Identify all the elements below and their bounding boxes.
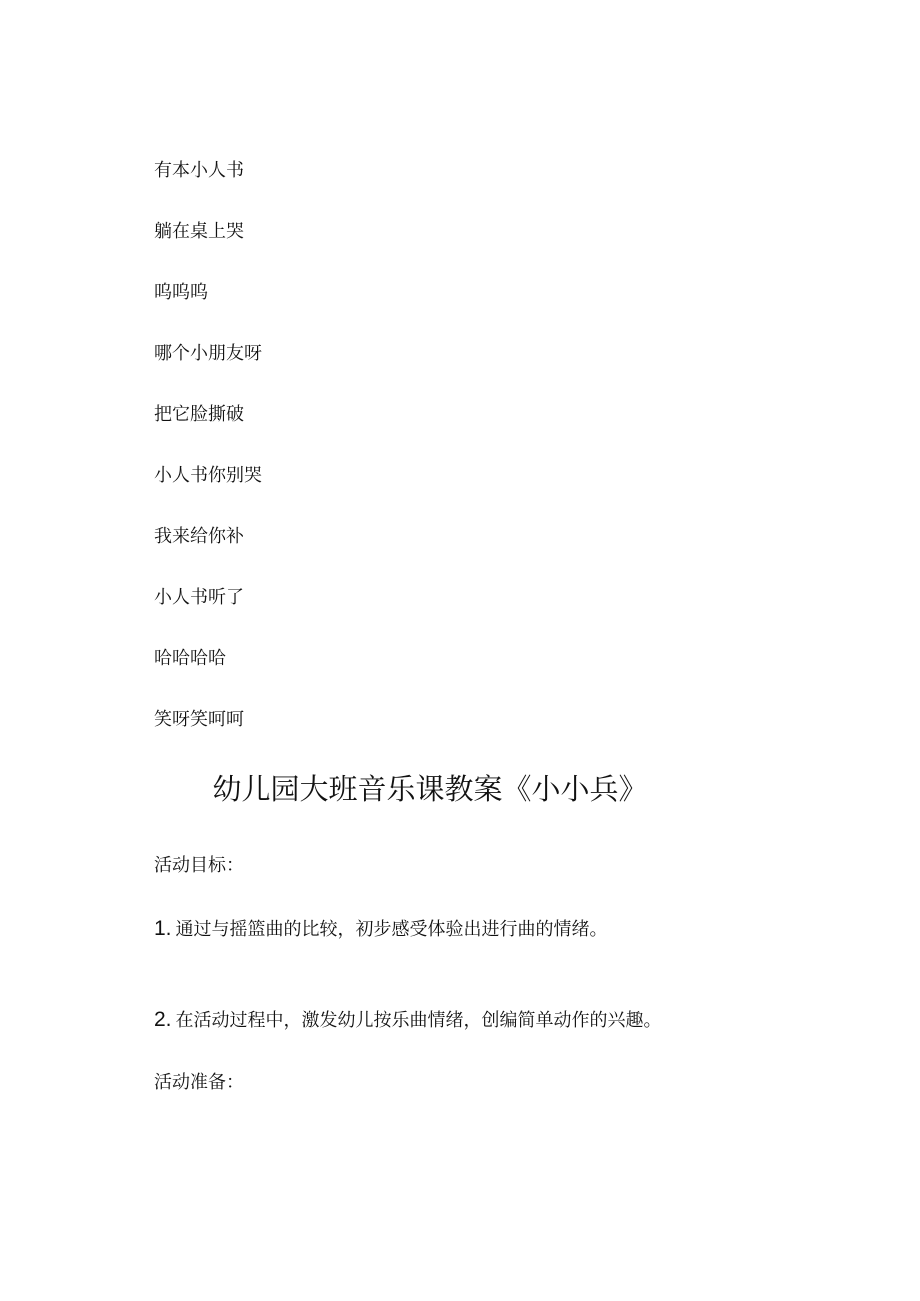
goals-label: 活动目标： — [154, 855, 244, 876]
poem-line: 把它脸撕破 — [154, 404, 244, 425]
objective-text: 在活动过程中，激发幼儿按乐曲情绪，创编简单动作的兴趣。 — [175, 1010, 662, 1031]
poem-line: 我来给你补 — [154, 526, 244, 547]
prep-label: 活动准备： — [154, 1072, 244, 1093]
poem-line: 笑呀笑呵呵 — [154, 709, 244, 730]
poem-line: 小人书听了 — [154, 587, 244, 608]
poem-line: 躺在桌上哭 — [154, 221, 244, 242]
objective-text: 通过与摇篮曲的比较，初步感受体验出进行曲的情绪。 — [175, 919, 608, 940]
poem-line: 有本小人书 — [154, 160, 244, 181]
objective-number: 1. — [154, 917, 172, 940]
poem-line: 哈哈哈哈 — [154, 648, 226, 669]
poem-line: 哪个小朋友呀 — [154, 343, 262, 364]
objective-item — [154, 917, 608, 942]
lesson-title: 幼儿园大班音乐课教案《小小兵》 — [212, 772, 648, 806]
objective-item — [154, 1008, 662, 1033]
objective-number: 2. — [154, 1008, 172, 1031]
poem-line: 呜呜呜 — [154, 282, 208, 303]
poem-line: 小人书你别哭 — [154, 465, 262, 486]
